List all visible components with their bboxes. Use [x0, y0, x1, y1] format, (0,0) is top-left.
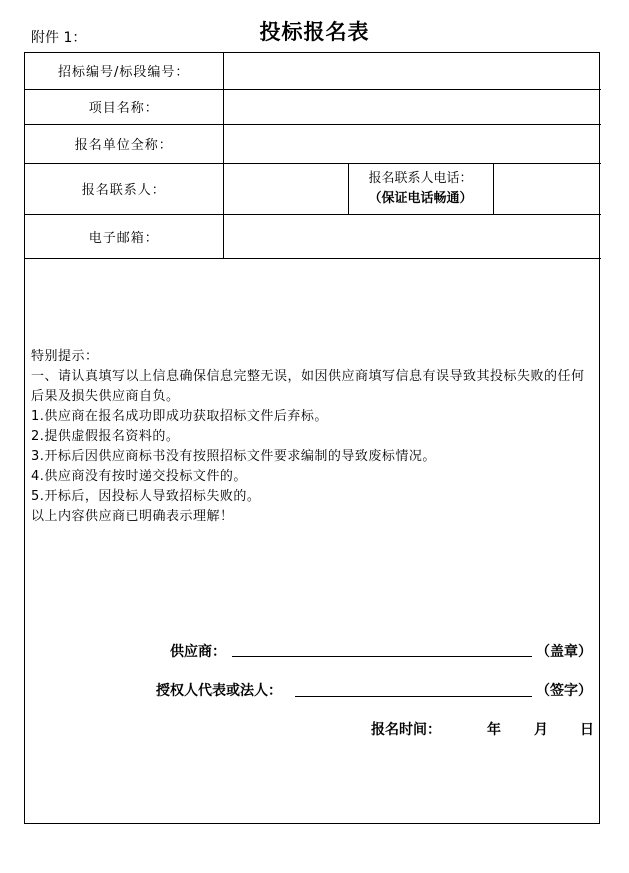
- rep-signature-line[interactable]: [295, 696, 532, 697]
- special-notes: [31, 347, 597, 527]
- phone-label: 报名联系人电话：: [368, 170, 473, 186]
- notes-closing: 以上内容供应商已明确表示理解！: [31, 509, 234, 524]
- email-field[interactable]: [223, 214, 601, 258]
- notes-item: 3.开标后因供应商标书没有按照招标文件要求编制的导致废标情况。: [31, 449, 436, 464]
- row-company-name: [25, 124, 601, 163]
- phone-note: （保证电话畅通）: [368, 190, 473, 206]
- supplier-signature-line[interactable]: [232, 656, 532, 657]
- contact-label: 报名联系人：: [25, 163, 223, 214]
- phone-label-cell: [348, 163, 493, 214]
- page-title: 投标报名表: [259, 20, 370, 44]
- row-tender-no: [25, 53, 601, 89]
- date-year: 年: [487, 722, 501, 738]
- contact-field[interactable]: [223, 163, 348, 214]
- rep-suffix: （签字）: [536, 683, 592, 699]
- row-project-name: [25, 89, 601, 124]
- row-email: [25, 214, 601, 258]
- notes-heading: 特别提示：: [31, 349, 99, 364]
- info-table: [25, 53, 601, 259]
- project-name-field[interactable]: [223, 89, 601, 124]
- tender-no-field[interactable]: [223, 53, 601, 89]
- phone-field[interactable]: [493, 163, 601, 214]
- notes-item: 1.供应商在报名成功即成功获取招标文件后弃标。: [31, 409, 328, 424]
- tender-no-label: 招标编号/标段编号：: [25, 53, 223, 89]
- notes-item: 5.开标后，因投标人导致招标失败的。: [31, 489, 261, 504]
- attachment-label: 附件 1：: [31, 30, 87, 46]
- rep-label: 授权人代表或法人：: [156, 683, 282, 699]
- row-contact: [25, 163, 601, 214]
- registration-form: [24, 52, 600, 824]
- company-name-field[interactable]: [223, 124, 601, 163]
- date-label: 报名时间：: [371, 722, 441, 738]
- notes-intro: 一、请认真填写以上信息确保信息完整无误，如因供应商填写信息有误导致其投标失败的任何后果及损失供应商自负。: [31, 369, 585, 404]
- date-day: 日: [580, 722, 594, 738]
- supplier-label: 供应商：: [170, 644, 226, 660]
- email-label: 电子邮箱：: [25, 214, 223, 258]
- supplier-suffix: （盖章）: [536, 644, 592, 660]
- date-month: 月: [534, 722, 548, 738]
- project-name-label: 项目名称：: [25, 89, 223, 124]
- notes-item: 2.提供虚假报名资料的。: [31, 429, 180, 444]
- company-name-label: 报名单位全称：: [25, 124, 223, 163]
- notes-item: 4.供应商没有按时递交投标文件的。: [31, 469, 247, 484]
